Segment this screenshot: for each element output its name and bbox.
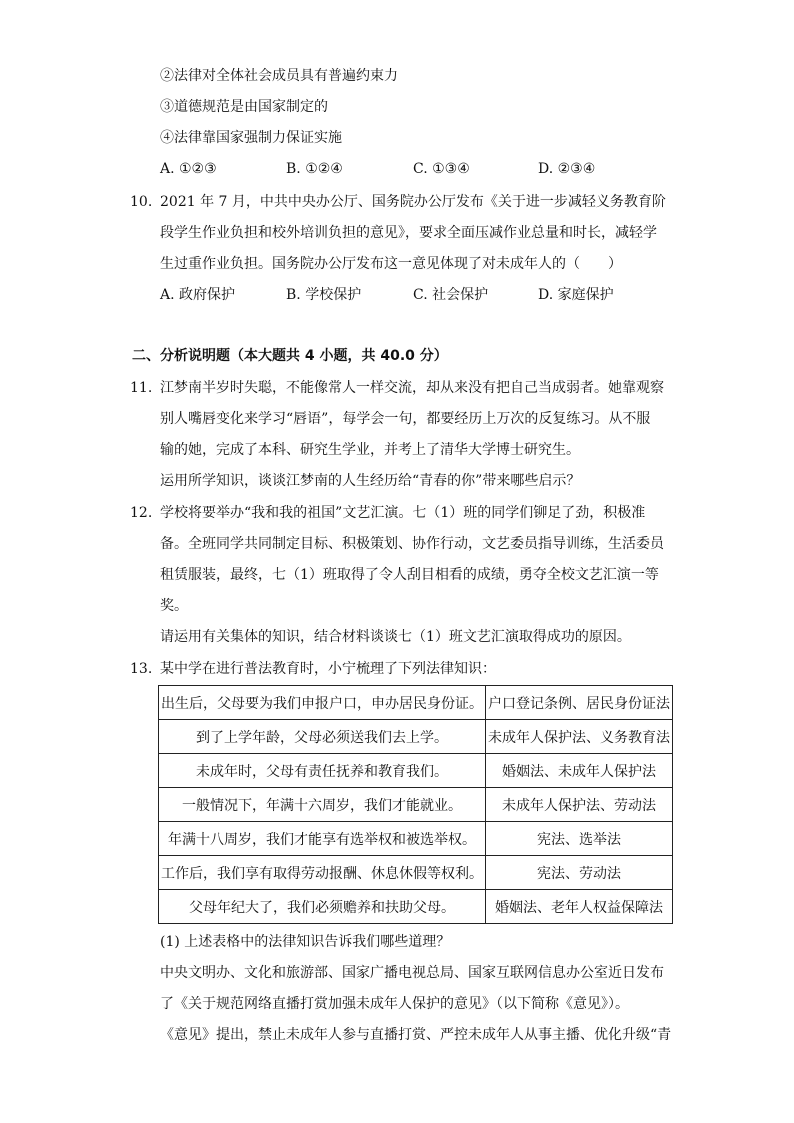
q13-line: 中央文明办、文化和旅游部、国家广播电视总局、国家互联网信息办公室近日发布 [160,965,664,981]
q10-option-a[interactable]: A. 政府保护 [160,287,236,303]
q10-option-d[interactable]: D. 家庭保护 [538,287,614,303]
q10-option-c[interactable]: C. 社会保护 [413,287,489,303]
table-cell-fact: 父母年纪大了，我们必须赡养和扶助父母。 [159,890,486,924]
table-row [159,788,673,822]
table-row [159,754,673,788]
q11-line: 江梦南半岁时失聪，不能像常人一样交流，却从来没有把自己当成弱者。她靠观察 [160,380,664,396]
section-heading: 二、分析说明题（本大题共 4 小题，共 40.0 分） [132,348,448,364]
table-cell-law: 未成年人保护法、劳动法 [486,788,673,822]
table-cell-law: 宪法、选举法 [486,822,673,856]
q9-option-b[interactable]: B. ①②④ [286,161,343,177]
q10-option-b[interactable]: B. 学校保护 [286,287,362,303]
q12-line: 租赁服装，最终，七（1）班取得了令人刮目相看的成绩，勇夺全校文艺汇演一等 [160,567,659,583]
table-row [159,720,673,754]
q10-line: 段学生作业负担和校外培训负担的意见》，要求全面压减作业总量和时长，减轻学 [160,225,657,241]
table-cell-law: 婚姻法、老年人权益保障法 [486,890,673,924]
q11-number: 11. [130,380,153,396]
q13-number: 13. [130,661,153,677]
table-cell-fact: 一般情况下，年满十六周岁，我们才能就业。 [159,788,486,822]
q13-intro: 某中学在进行普法教育时，小宁梳理了下列法律知识： [160,661,496,677]
q9-item-2: ②法律对全体社会成员具有普遍约束力 [160,68,398,84]
q12-line: 备。全班同学共同制定目标、积极策划、协作行动，文艺委员指导训练，生活委员 [160,536,664,552]
table-cell-law: 宪法、劳动法 [486,856,673,890]
table-row [159,890,673,924]
table-cell-fact: 未成年时，父母有责任抚养和教育我们。 [159,754,486,788]
table-cell-fact: 工作后，我们享有取得劳动报酬、休息休假等权利。 [159,856,486,890]
q11-prompt: 运用所学知识，谈谈江梦南的人生经历给“青春的你”带来哪些启示？ [160,473,581,489]
q13-line: 《意见》提出，禁止未成年人参与直播打赏、严控未成年人从事主播、优化升级“青 [160,1027,672,1043]
q13-line: 了《关于规范网络直播打赏加强未成年人保护的意见》（以下简称《意见》）。 [160,996,629,1012]
q9-item-3: ③道德规范是由国家制定的 [160,99,328,115]
q13-subquestion-1: (1) 上述表格中的法律知识告诉我们哪些道理？ [160,934,451,950]
table-cell-law: 婚姻法、未成年人保护法 [486,754,673,788]
q9-option-c[interactable]: C. ①③④ [413,161,470,177]
q9-option-d[interactable]: D. ②③④ [538,161,596,177]
table-cell-fact: 出生后，父母要为我们申报户口，申办居民身份证。 [159,686,486,720]
table-row [159,686,673,720]
q11-line: 输的她，完成了本科、研究生学业，并考上了清华大学博士研究生。 [160,442,580,458]
q10-line: 2021 年 7 月，中共中央办公厅、国务院办公厅发布《关于进一步减轻义务教育阶 [160,194,666,210]
q10-number: 10. [130,194,153,210]
table-cell-fact: 到了上学年龄，父母必须送我们去上学。 [159,720,486,754]
law-knowledge-table [158,685,673,924]
q10-line: 生过重作业负担。国务院办公厅发布这一意见体现了对未成年人的（ ） [160,256,622,272]
table-cell-law: 户口登记条例、居民身份证法 [486,686,673,720]
table-row [159,822,673,856]
q9-item-4: ④法律靠国家强制力保证实施 [160,130,342,146]
table-row [159,856,673,890]
q11-line: 别人嘴唇变化来学习“唇语”，每学会一句，都要经历上万次的反复练习。从不服 [160,411,651,427]
q9-option-a[interactable]: A. ①②③ [160,161,217,177]
q12-prompt: 请运用有关集体的知识，结合材料谈谈七（1）班文艺汇演取得成功的原因。 [160,629,631,645]
table-cell-fact: 年满十八周岁，我们才能享有选举权和被选举权。 [159,822,486,856]
q12-line: 学校将要举办“我和我的祖国”文艺汇演。七（1）班的同学们铆足了劲，积极准 [160,505,646,521]
q12-line: 奖。 [160,598,188,614]
table-cell-law: 未成年人保护法、义务教育法 [486,720,673,754]
q12-number: 12. [130,505,153,521]
